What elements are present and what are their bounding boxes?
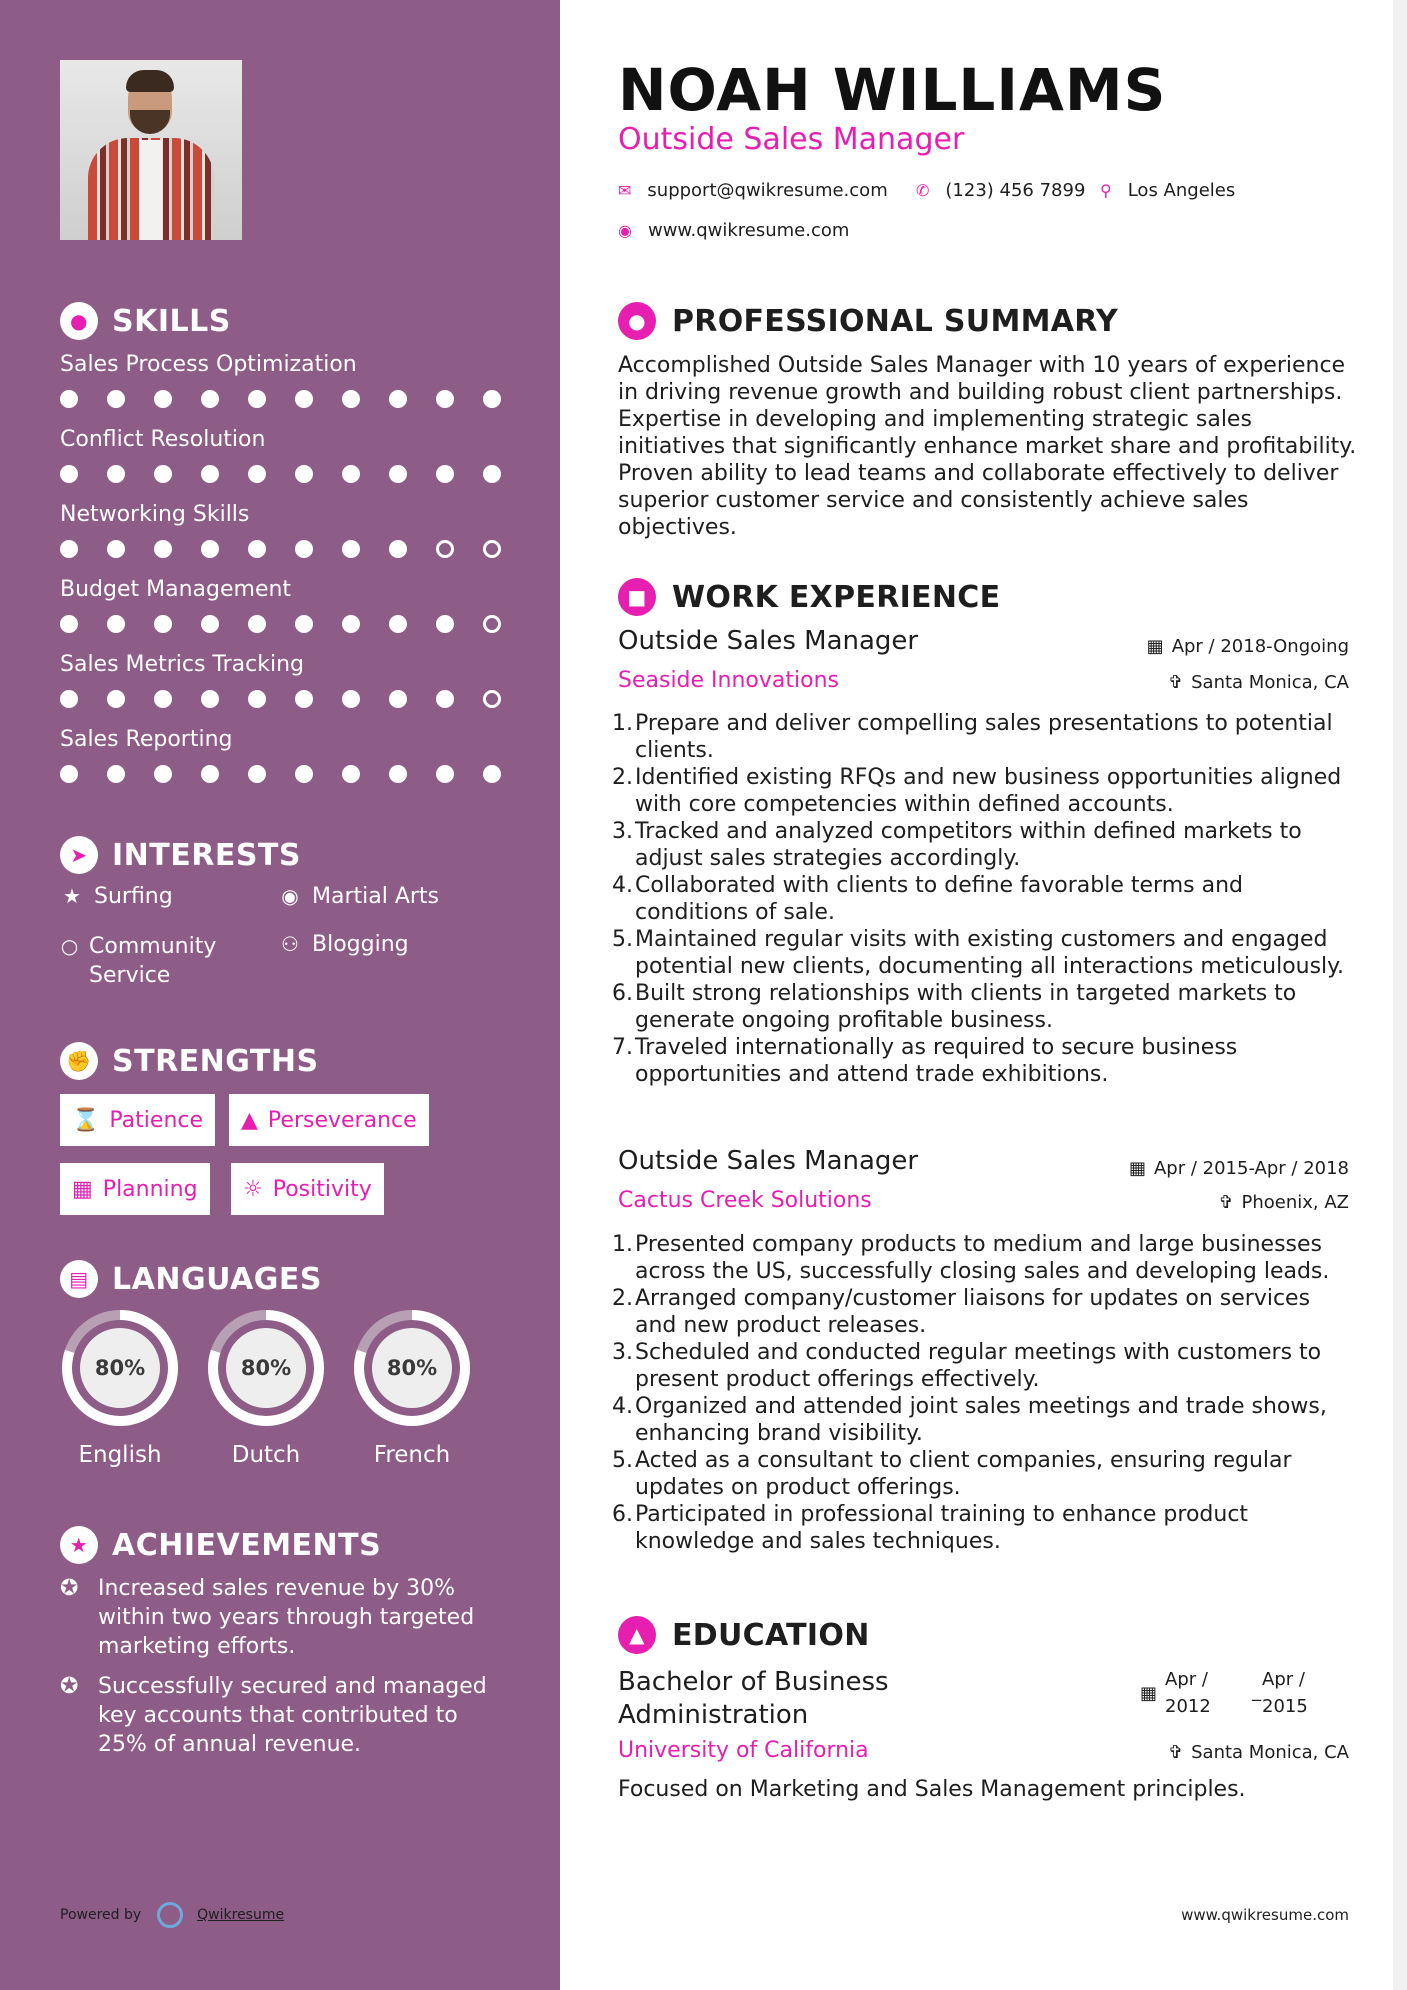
rating-dot [295, 390, 313, 408]
rating-dot [436, 690, 454, 708]
list-item: 5. Maintained regular visits with existing customers and engaged potential new clients, documenting all interactions meticulously. [612, 927, 1345, 979]
language-name: Dutch [231, 1442, 301, 1468]
rating-dot [342, 465, 360, 483]
skill-rating [60, 465, 530, 483]
language-percent: 80% [240, 1356, 292, 1380]
strength-tag: ⌛ Patience [60, 1094, 215, 1146]
candidate-role: Outside Sales Manager [618, 122, 965, 157]
language-percent: 80% [386, 1356, 438, 1380]
strengths-heading: ✊ STRENGTHS [60, 1042, 319, 1080]
rating-dot [154, 390, 172, 408]
rating-dot [201, 465, 219, 483]
job-date: ▦ Apr / 2015-Apr / 2018 [1128, 1158, 1349, 1179]
powered-by: Powered by Qwikresume [60, 1902, 284, 1928]
job-company: Seaside Innovations [618, 668, 839, 693]
rating-dot [436, 390, 454, 408]
list-item: 3. Tracked and analyzed competitors within defined markets to adjust sales strategies accordingly. [612, 819, 1302, 871]
rating-dot [201, 540, 219, 558]
calendar-icon: ▦ [1146, 636, 1164, 657]
rating-dot [248, 690, 266, 708]
rating-dot [483, 390, 501, 408]
edu-start-date: Apr / 2012 [1165, 1669, 1211, 1717]
skill-name: Networking Skills [60, 502, 250, 527]
interest-item: ⚇ Blogging [278, 932, 409, 957]
skills-heading: ● SKILLS [60, 302, 231, 340]
interest-item: ◉ Martial Arts [278, 884, 439, 909]
language-icon: ▤ [60, 1260, 98, 1298]
bullet-number: 6. [612, 1502, 633, 1527]
rating-dot [154, 690, 172, 708]
language-name: English [78, 1442, 162, 1468]
rating-dot [107, 540, 125, 558]
rating-dot [483, 690, 501, 708]
strength-tag: ▲ Perseverance [229, 1094, 429, 1146]
list-item: 7. Traveled internationally as required to secure business opportunities and attend trade exhibitions. [612, 1035, 1238, 1087]
rating-dot [248, 465, 266, 483]
rating-dot [483, 615, 501, 633]
rating-dot [154, 465, 172, 483]
rating-dot [248, 390, 266, 408]
rating-dot [389, 390, 407, 408]
rating-dot [295, 540, 313, 558]
road-icon: ▲ [241, 1107, 258, 1133]
bullet-number: 3. [612, 819, 633, 844]
rating-dot [154, 765, 172, 783]
calendar-icon: ▦ [1140, 1683, 1158, 1704]
bullet-number: 5. [612, 1448, 633, 1473]
rating-dot [342, 615, 360, 633]
skill-rating [60, 690, 530, 708]
edu-location: ✞ Santa Monica, CA [1168, 1742, 1349, 1763]
rating-dot [436, 615, 454, 633]
rating-dot [483, 765, 501, 783]
list-item: 1. Presented company products to medium and large businesses across the US, successfully closing sales and developing leads. [612, 1232, 1330, 1284]
list-item: 6. Built strong relationships with clients in targeted markets to generate ongoing profitable business. [612, 981, 1297, 1033]
rating-dot [436, 540, 454, 558]
list-item: 2. Arranged company/customer liaisons for updates on services and new product releases. [612, 1286, 1311, 1338]
edu-date-separator: _ [1252, 1681, 1261, 1702]
pin-icon: ✞ [1168, 1742, 1184, 1763]
rating-dot [389, 540, 407, 558]
hourglass-icon: ⌛ [72, 1107, 100, 1133]
job-date: ▦ Apr / 2018-Ongoing [1146, 636, 1349, 657]
job-bullets [612, 1231, 1358, 1555]
language-item [58, 1306, 182, 1468]
globe-icon: ◉ [281, 884, 299, 908]
rating-dot [295, 765, 313, 783]
bullet-number: 6. [612, 981, 633, 1006]
rating-dot [248, 765, 266, 783]
contact-website[interactable]: ◉ www.qwikresume.com [618, 220, 850, 241]
job-company: Cactus Creek Solutions [618, 1188, 872, 1213]
rating-dot [201, 615, 219, 633]
map-pin-icon: ⚲ [1100, 181, 1112, 200]
bullet-number: 2. [612, 1286, 633, 1311]
hand-icon: ○ [60, 934, 79, 958]
achievement-item: ✪ Successfully secured and managed key accounts that contributed to 25% of annual revenue. [60, 1674, 487, 1757]
language-percent: 80% [94, 1356, 146, 1380]
lightbulb-icon: ● [60, 302, 98, 340]
school-name: University of California [618, 1738, 869, 1763]
bullet-number: 1. [612, 711, 633, 736]
rating-dot [107, 465, 125, 483]
rating-dot [107, 390, 125, 408]
rating-dot [60, 690, 78, 708]
briefcase-icon: ■ [618, 578, 656, 616]
rating-dot [154, 540, 172, 558]
languages-heading: ▤ LANGUAGES [60, 1260, 322, 1298]
rating-dot [342, 765, 360, 783]
interest-item: ★ Surfing [60, 884, 173, 909]
contact-phone: ✆ (123) 456 7899 [916, 180, 1086, 201]
rating-dot [107, 765, 125, 783]
bullet-number: 4. [612, 1394, 633, 1419]
skill-name: Conflict Resolution [60, 427, 266, 452]
contact-location: ⚲ Los Angeles [1100, 180, 1236, 201]
graduation-cap-icon: ▲ [618, 1616, 656, 1654]
job-bullets [612, 710, 1358, 1088]
pin-icon: ✞ [1218, 1192, 1234, 1213]
sidebar [0, 0, 560, 1990]
star-icon: ✪ [60, 1674, 79, 1699]
rating-dot [60, 765, 78, 783]
rating-dot [154, 615, 172, 633]
interest-item: ○ Community Service [60, 934, 217, 988]
skill-name: Sales Reporting [60, 727, 233, 752]
rating-dot [483, 465, 501, 483]
rating-dot [436, 465, 454, 483]
globe-icon: ◉ [618, 221, 632, 240]
rating-dot [342, 540, 360, 558]
profile-photo [60, 60, 242, 240]
skill-name: Budget Management [60, 577, 292, 602]
interests-heading: ➤ INTERESTS [60, 836, 301, 874]
rating-dot [389, 690, 407, 708]
rating-dot [342, 690, 360, 708]
rating-dot [295, 465, 313, 483]
star-icon: ✪ [60, 1576, 79, 1601]
bullet-number: 2. [612, 765, 633, 790]
job-location: ✞ Santa Monica, CA [1168, 672, 1349, 693]
skill-name: Sales Metrics Tracking [60, 652, 304, 677]
star-badge-icon: ★ [60, 1526, 98, 1564]
rating-dot [107, 615, 125, 633]
qwikresume-logo-icon [157, 1902, 183, 1928]
pin-icon: ✞ [1168, 672, 1184, 693]
paper-plane-icon: ➤ [60, 836, 98, 874]
envelope-icon: ✉ [618, 181, 632, 200]
summary-text: Accomplished Outside Sales Manager with 10 years of experience in driving revenue growth and building robust client partnerships. Expertise in developing and implementing strategic sales initiatives that significantly enhance market share and profitability. Proven ability to lead teams and collaborate effectively to deliver superior customer service and consistently achieve sales objectives. [618, 353, 1357, 540]
rating-dot [60, 390, 78, 408]
qwikresume-link[interactable]: Qwikresume [197, 1907, 285, 1923]
rating-dot [295, 615, 313, 633]
strength-tag: ▦ Planning [60, 1163, 210, 1215]
fist-icon: ✊ [60, 1042, 98, 1080]
footer-website[interactable]: www.qwikresume.com [1181, 1906, 1349, 1924]
rating-dot [60, 615, 78, 633]
bullet-number: 5. [612, 927, 633, 952]
rating-dot [436, 765, 454, 783]
rating-dot [389, 765, 407, 783]
experience-heading: ■ WORK EXPERIENCE [618, 578, 1000, 616]
list-item: 2. Identified existing RFQs and new business opportunities aligned with core competencies within defined accounts. [612, 765, 1342, 817]
candidate-name: NOAH WILLIAMS [618, 56, 1167, 124]
list-item: 5. Acted as a consultant to client companies, ensuring regular updates on product offerings. [612, 1448, 1292, 1500]
list-item: 4. Collaborated with clients to define favorable terms and conditions of sale. [612, 873, 1243, 925]
bullet-number: 3. [612, 1340, 633, 1365]
edu-end-date: Apr / 2015 [1262, 1669, 1308, 1717]
language-item [350, 1306, 474, 1468]
language-name: French [373, 1442, 451, 1468]
star-icon: ★ [63, 884, 81, 908]
rating-dot [201, 690, 219, 708]
list-item: 3. Scheduled and conducted regular meetings with customers to present product offerings effectively. [612, 1340, 1322, 1392]
rating-dot [248, 615, 266, 633]
skill-rating [60, 390, 530, 408]
strength-tag: ☼ Positivity [231, 1163, 384, 1215]
skill-rating [60, 540, 530, 558]
contact-email[interactable]: ✉ support@qwikresume.com [618, 180, 888, 201]
phone-icon: ✆ [916, 181, 930, 200]
rating-dot [483, 540, 501, 558]
rating-dot [60, 540, 78, 558]
summary-heading: ● PROFESSIONAL SUMMARY [618, 302, 1118, 340]
page-edge [1393, 0, 1407, 1990]
language-item [204, 1306, 328, 1468]
rating-dot [295, 690, 313, 708]
rating-dot [60, 465, 78, 483]
calendar-icon: ▦ [1128, 1158, 1146, 1179]
achievement-item: ✪ Increased sales revenue by 30% within two years through targeted marketing efforts. [60, 1576, 475, 1659]
job-title: Outside Sales Manager [618, 626, 919, 656]
rating-dot [342, 390, 360, 408]
list-item: 1. Prepare and deliver compelling sales presentations to potential clients. [612, 711, 1333, 763]
skill-rating [60, 615, 530, 633]
calendar-icon: ▦ [72, 1176, 93, 1202]
list-item: 6. Participated in professional training to enhance product knowledge and sales techniques. [612, 1502, 1249, 1554]
user-icon: ● [618, 302, 656, 340]
group-icon: ⚇ [281, 932, 299, 956]
rating-dot [201, 390, 219, 408]
degree-title: Bachelor of Business Administration [618, 1667, 889, 1730]
bullet-number: 1. [612, 1232, 633, 1257]
rating-dot [107, 690, 125, 708]
job-location: ✞ Phoenix, AZ [1218, 1192, 1349, 1213]
job-title: Outside Sales Manager [618, 1146, 919, 1176]
rating-dot [389, 615, 407, 633]
bullet-number: 7. [612, 1035, 633, 1060]
rating-dot [389, 465, 407, 483]
bullet-number: 4. [612, 873, 633, 898]
skill-rating [60, 765, 530, 783]
education-heading: ▲ EDUCATION [618, 1616, 870, 1654]
education-description: Focused on Marketing and Sales Management principles. [618, 1777, 1246, 1802]
achievements-heading: ★ ACHIEVEMENTS [60, 1526, 381, 1564]
sun-icon: ☼ [243, 1176, 263, 1202]
rating-dot [201, 765, 219, 783]
list-item: 4. Organized and attended joint sales meetings and trade shows, enhancing brand visibility. [612, 1394, 1327, 1446]
skill-name: Sales Process Optimization [60, 352, 357, 377]
rating-dot [248, 540, 266, 558]
